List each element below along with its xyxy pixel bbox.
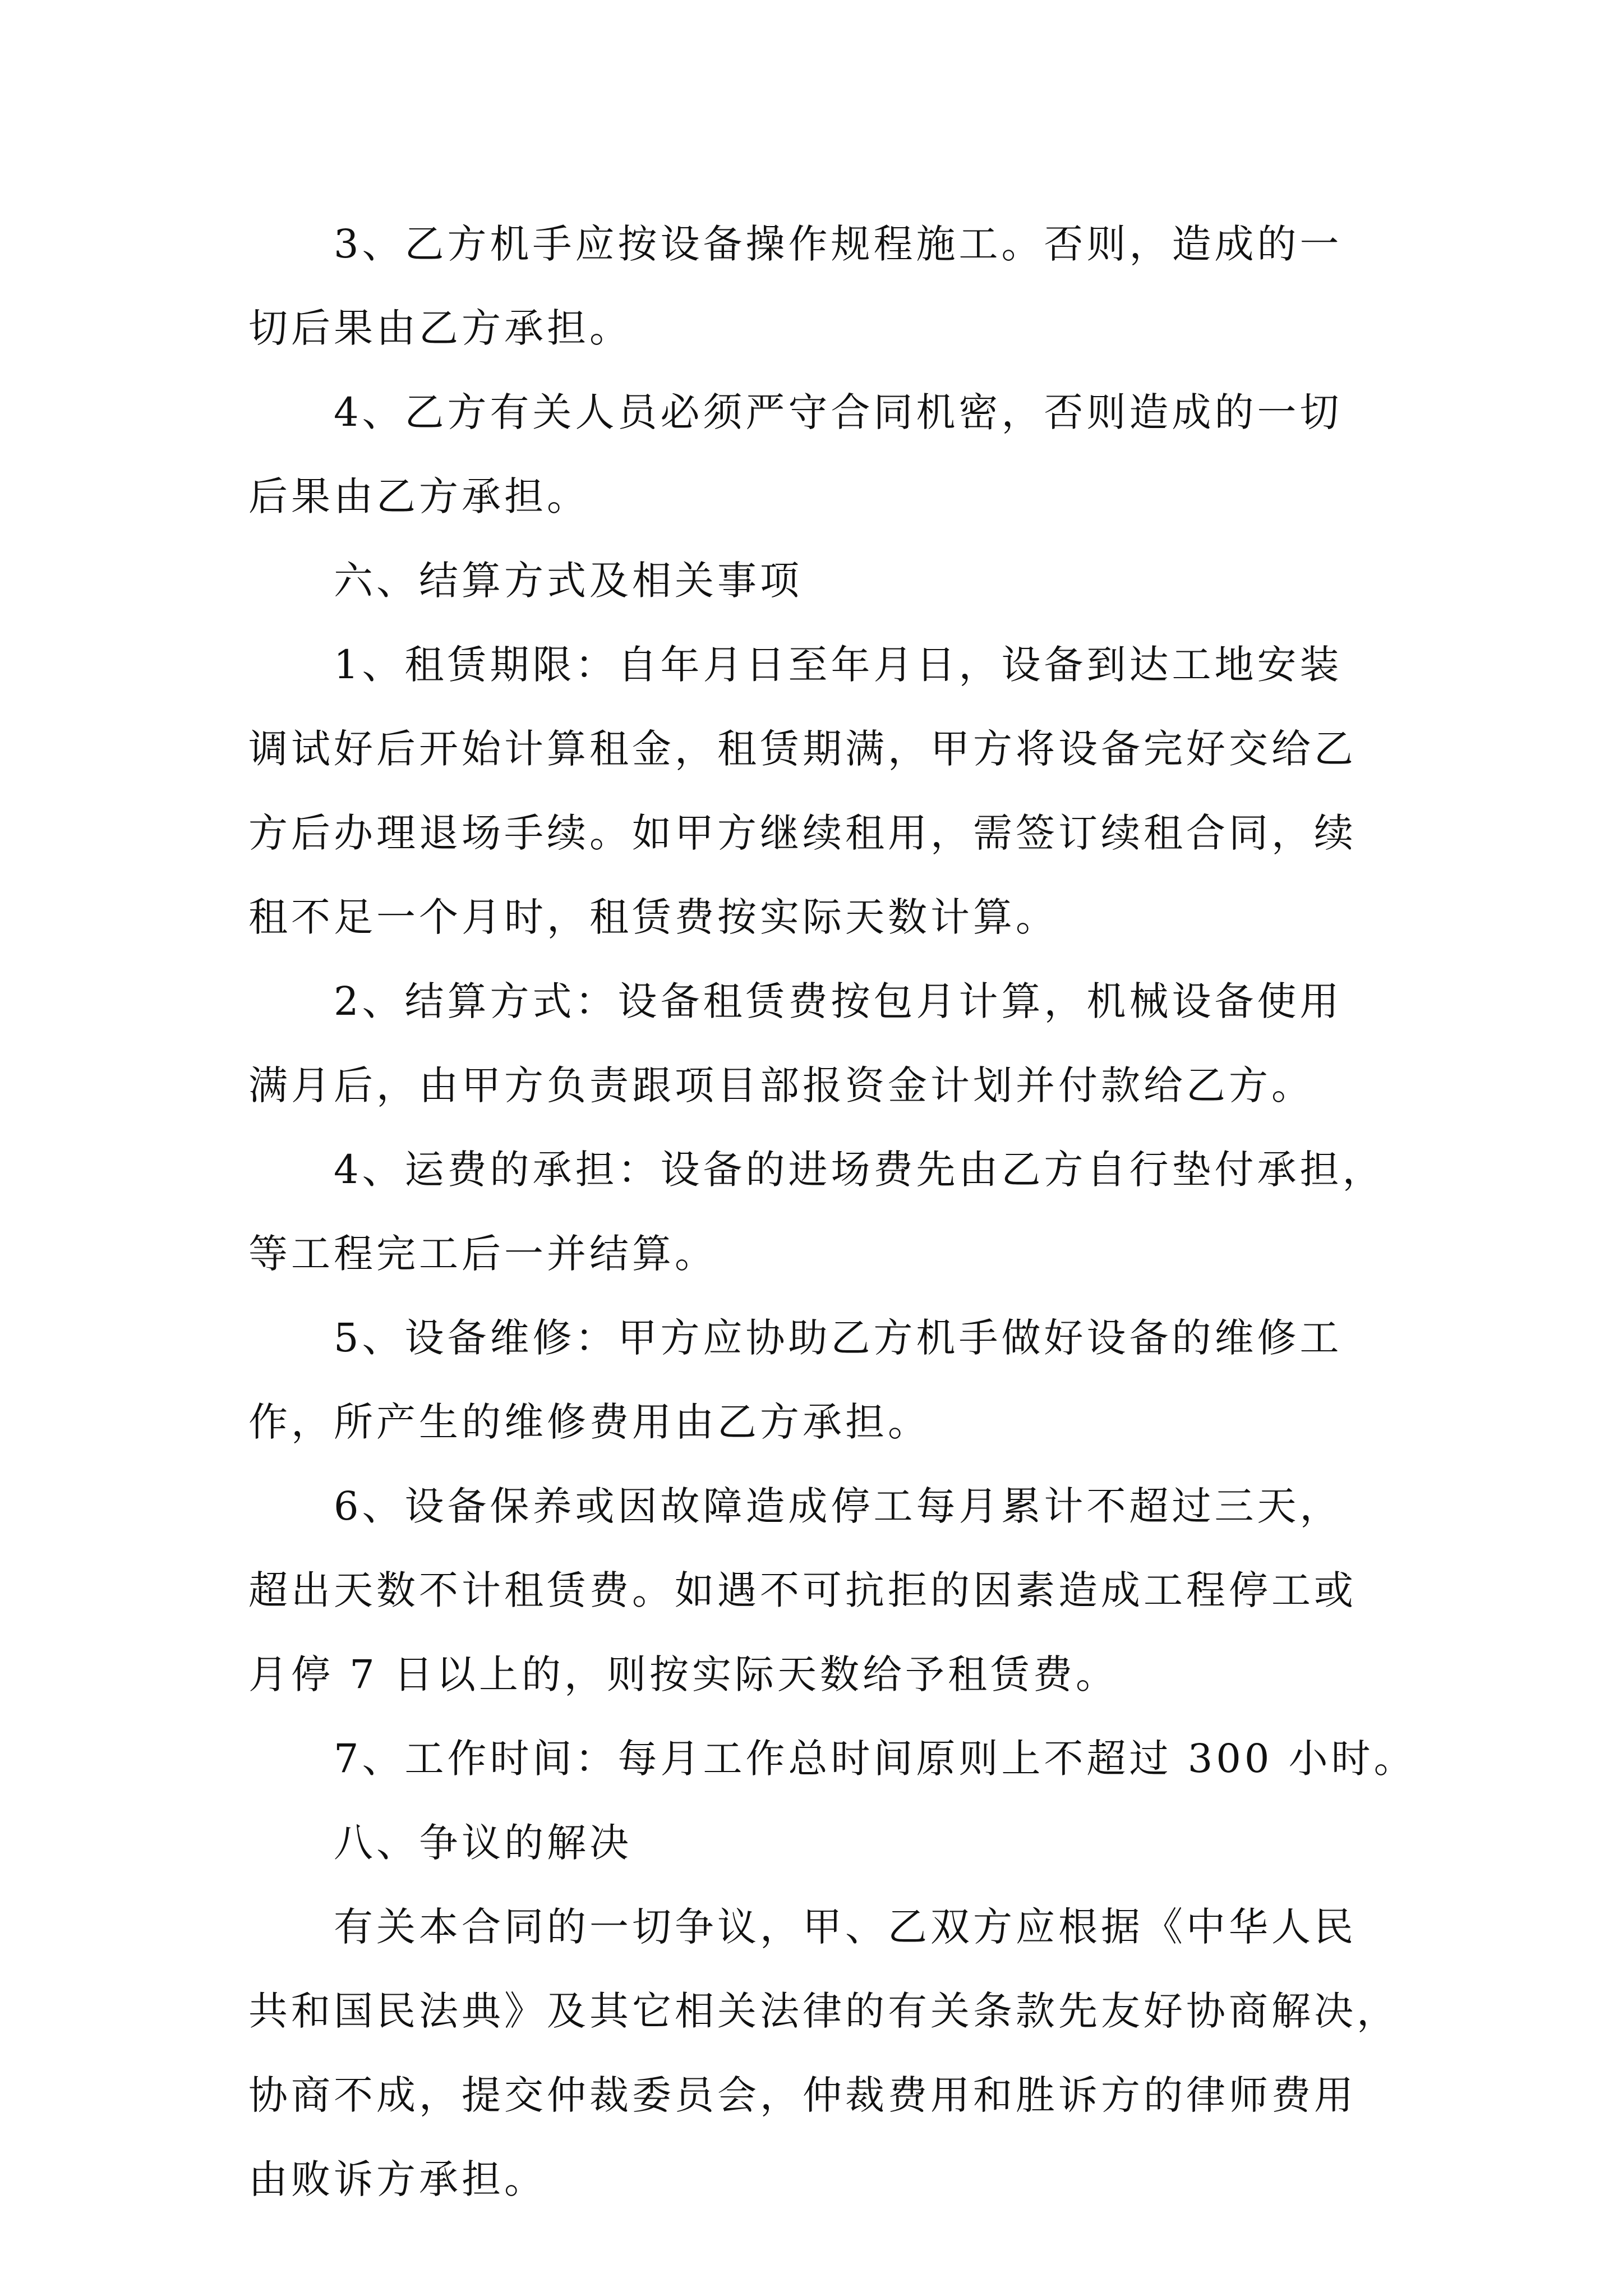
paragraph-line: 4、乙方有关人员必须严守合同机密，否则造成的一切 <box>334 389 1343 435</box>
paragraph-line: 共和国民法典》及其它相关法律的有关条款先友好协商解决， <box>248 1988 1399 2034</box>
paragraph-line: 等工程完工后一并结算。 <box>248 1231 717 1277</box>
paragraph-line: 2、结算方式：设备租赁费按包月计算，机械设备使用 <box>334 978 1343 1024</box>
paragraph-line: 作，所产生的维修费用由乙方承担。 <box>248 1399 930 1445</box>
paragraph-line: 后果由乙方承担。 <box>248 473 589 519</box>
section-heading: 八、争议的解决 <box>334 1820 632 1866</box>
paragraph-line: 1、租赁期限：自年月日至年月日，设备到达工地安装 <box>334 642 1343 688</box>
paragraph-line: 4、运费的承担：设备的进场费先由乙方自行垫付承担， <box>334 1147 1385 1193</box>
paragraph-line: 6、设备保养或因故障造成停工每月累计不超过三天， <box>334 1483 1343 1529</box>
paragraph-line: 租不足一个月时，租赁费按实际天数计算。 <box>248 894 1058 940</box>
paragraph-line: 5、设备维修：甲方应协助乙方机手做好设备的维修工 <box>334 1315 1343 1361</box>
paragraph-line: 满月后，由甲方负责跟项目部报资金计划并付款给乙方。 <box>248 1062 1314 1108</box>
paragraph-line: 协商不成，提交仲裁委员会，仲裁费用和胜诉方的律师费用 <box>248 2072 1357 2118</box>
paragraph-line: 切后果由乙方承担。 <box>248 305 632 351</box>
paragraph-line: 由败诉方承担。 <box>248 2156 547 2202</box>
paragraph-line: 月停 7 日以上的，则按实际天数给予租赁费。 <box>248 1651 1119 1697</box>
paragraph-line: 有关本合同的一切争议，甲、乙双方应根据《中华人民 <box>334 1904 1357 1950</box>
section-heading: 六、结算方式及相关事项 <box>334 558 803 604</box>
paragraph-line: 调试好后开始计算租金，租赁期满，甲方将设备完好交给乙 <box>248 726 1357 772</box>
paragraph-line: 3、乙方机手应按设备操作规程施工。否则，造成的一 <box>334 221 1343 267</box>
paragraph-line: 方后办理退场手续。如甲方继续租用，需签订续租合同，续 <box>248 810 1357 856</box>
paragraph-line: 7、工作时间：每月工作总时间原则上不超过 300 小时。 <box>334 1736 1417 1782</box>
paragraph-line: 超出天数不计租赁费。如遇不可抗拒的因素造成工程停工或 <box>248 1567 1357 1613</box>
